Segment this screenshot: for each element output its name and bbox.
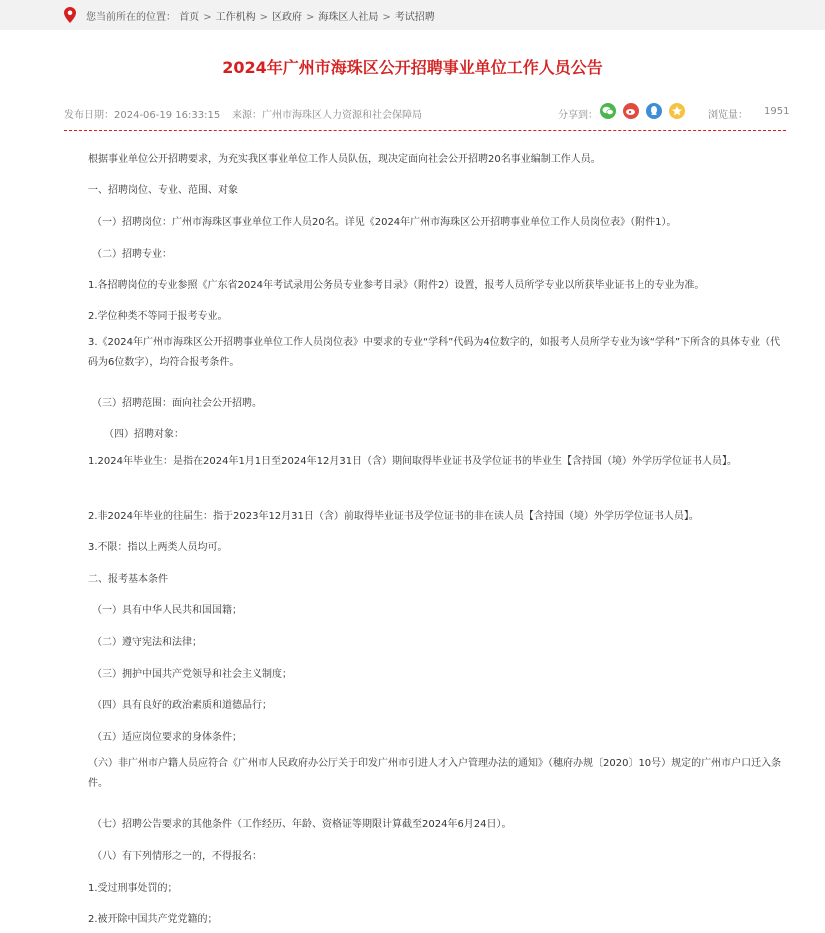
section-heading: 一、招聘岗位、专业、范围、对象 (88, 185, 238, 196)
breadcrumb (86, 8, 435, 23)
paragraph: 3.不限：指以上两类人员均可。 (88, 542, 228, 553)
paragraph: （四）具有良好的政治素质和道德品行； (92, 700, 272, 711)
paragraph: 1.受过刑事处罚的； (88, 883, 178, 894)
paragraph: （一）具有中华人民共和国国籍； (92, 605, 242, 616)
share-label: 分享到： (558, 110, 598, 121)
paragraph: （八）有下列情形之一的，不得报名： (92, 851, 262, 862)
breadcrumb-separator: > (259, 12, 268, 23)
paragraph: 根据事业单位公开招聘要求，为充实我区事业单位工作人员队伍，现决定面向社会公开招聘20名事业编制工作人员。 (88, 154, 601, 165)
publish-date-value: 2024-06-19 16:33:15 (114, 110, 221, 121)
paragraph: （七）招聘公告要求的其他条件（工作经历、年龄、资格证等期限计算截至2024年6月24日）。 (92, 819, 512, 830)
section-heading: 二、报考基本条件 (88, 574, 168, 585)
breadcrumb-recruitment[interactable]: 考试招聘 (394, 12, 435, 23)
location-pin-icon (64, 7, 76, 23)
source (232, 106, 422, 121)
paragraph: （四）招聘对象： (104, 429, 184, 440)
source-label: 来源： (232, 110, 262, 121)
paragraph: 2.被开除中国共产党党籍的； (88, 914, 218, 925)
breadcrumb-district-government[interactable]: 区政府 (271, 12, 302, 23)
divider (64, 130, 786, 131)
views-label: 浏览量： (708, 110, 748, 121)
paragraph: （二）招聘专业： (92, 249, 172, 260)
breadcrumb-separator: > (305, 12, 315, 23)
paragraph: （一）招聘岗位：广州市海珠区事业单位工作人员20名。详见《2024年广州市海珠区公开招聘事业单位工作人员岗位表》（附件1）。 (92, 217, 677, 228)
breadcrumb-separator: > (203, 12, 212, 23)
paragraph: 2.非2024年毕业的往届生：指于2023年12月31日（含）前取得毕业证书及学位证书的非在读人员【含持国（境）外学历学位证书人员】。 (88, 511, 699, 522)
breadcrumb-bar (0, 0, 825, 30)
wechat-icon[interactable] (600, 103, 616, 119)
breadcrumb-prefix: 您当前所在的位置： (86, 12, 176, 23)
breadcrumb-work-agencies[interactable]: 工作机构 (215, 12, 256, 23)
publish-date (64, 106, 220, 121)
breadcrumb-separator: > (382, 12, 391, 23)
paragraph: 2.学位种类不等同于报考专业。 (88, 311, 228, 322)
page-title: 2024年广州市海珠区公开招聘事业单位工作人员公告 (222, 58, 603, 77)
views-count: 1951 (764, 106, 790, 117)
source-value: 广州市海珠区人力资源和社会保障局 (262, 110, 422, 121)
breadcrumb-hr-bureau[interactable]: 海珠区人社局 (318, 12, 379, 23)
paragraph: 1.各招聘岗位的专业参照《广东省2024年考试录用公务员专业参考目录》（附件2）设置，报考人员所学专业以所获毕业证书上的专业为准。 (88, 280, 705, 291)
weibo-icon[interactable] (623, 103, 639, 119)
paragraph: （二）遵守宪法和法律； (92, 637, 202, 648)
qq-icon[interactable] (646, 103, 662, 119)
breadcrumb-home[interactable]: 首页 (179, 12, 200, 23)
paragraph: （六）非广州市户籍人员应符合《广州市人民政府办公厅关于印发广州市引进人才入户管理办法的通知》（穗府办规〔2020〕10号）规定的广州市户口迁入条件。 (88, 758, 782, 789)
paragraph: 3.《2024年广州市海珠区公开招聘事业单位工作人员岗位表》中要求的专业“学科”代码为4位数字的，如报考人员所学专业为该“学科”下所含的具体专业（代码为6位数字），均符合报考条件。 (88, 337, 781, 368)
paragraph: 1.2024年毕业生：是指在2024年1月1日至2024年12月31日（含）期间取得毕业证书及学位证书的毕业生【含持国（境）外学历学位证书人员】。 (88, 456, 738, 467)
paragraph: （三）拥护中国共产党领导和社会主义制度； (92, 669, 292, 680)
qzone-icon[interactable] (669, 103, 685, 119)
paragraph: （五）适应岗位要求的身体条件； (92, 732, 242, 743)
paragraph: （三）招聘范围：面向社会公开招聘。 (92, 398, 262, 409)
publish-label: 发布日期： (64, 110, 114, 121)
